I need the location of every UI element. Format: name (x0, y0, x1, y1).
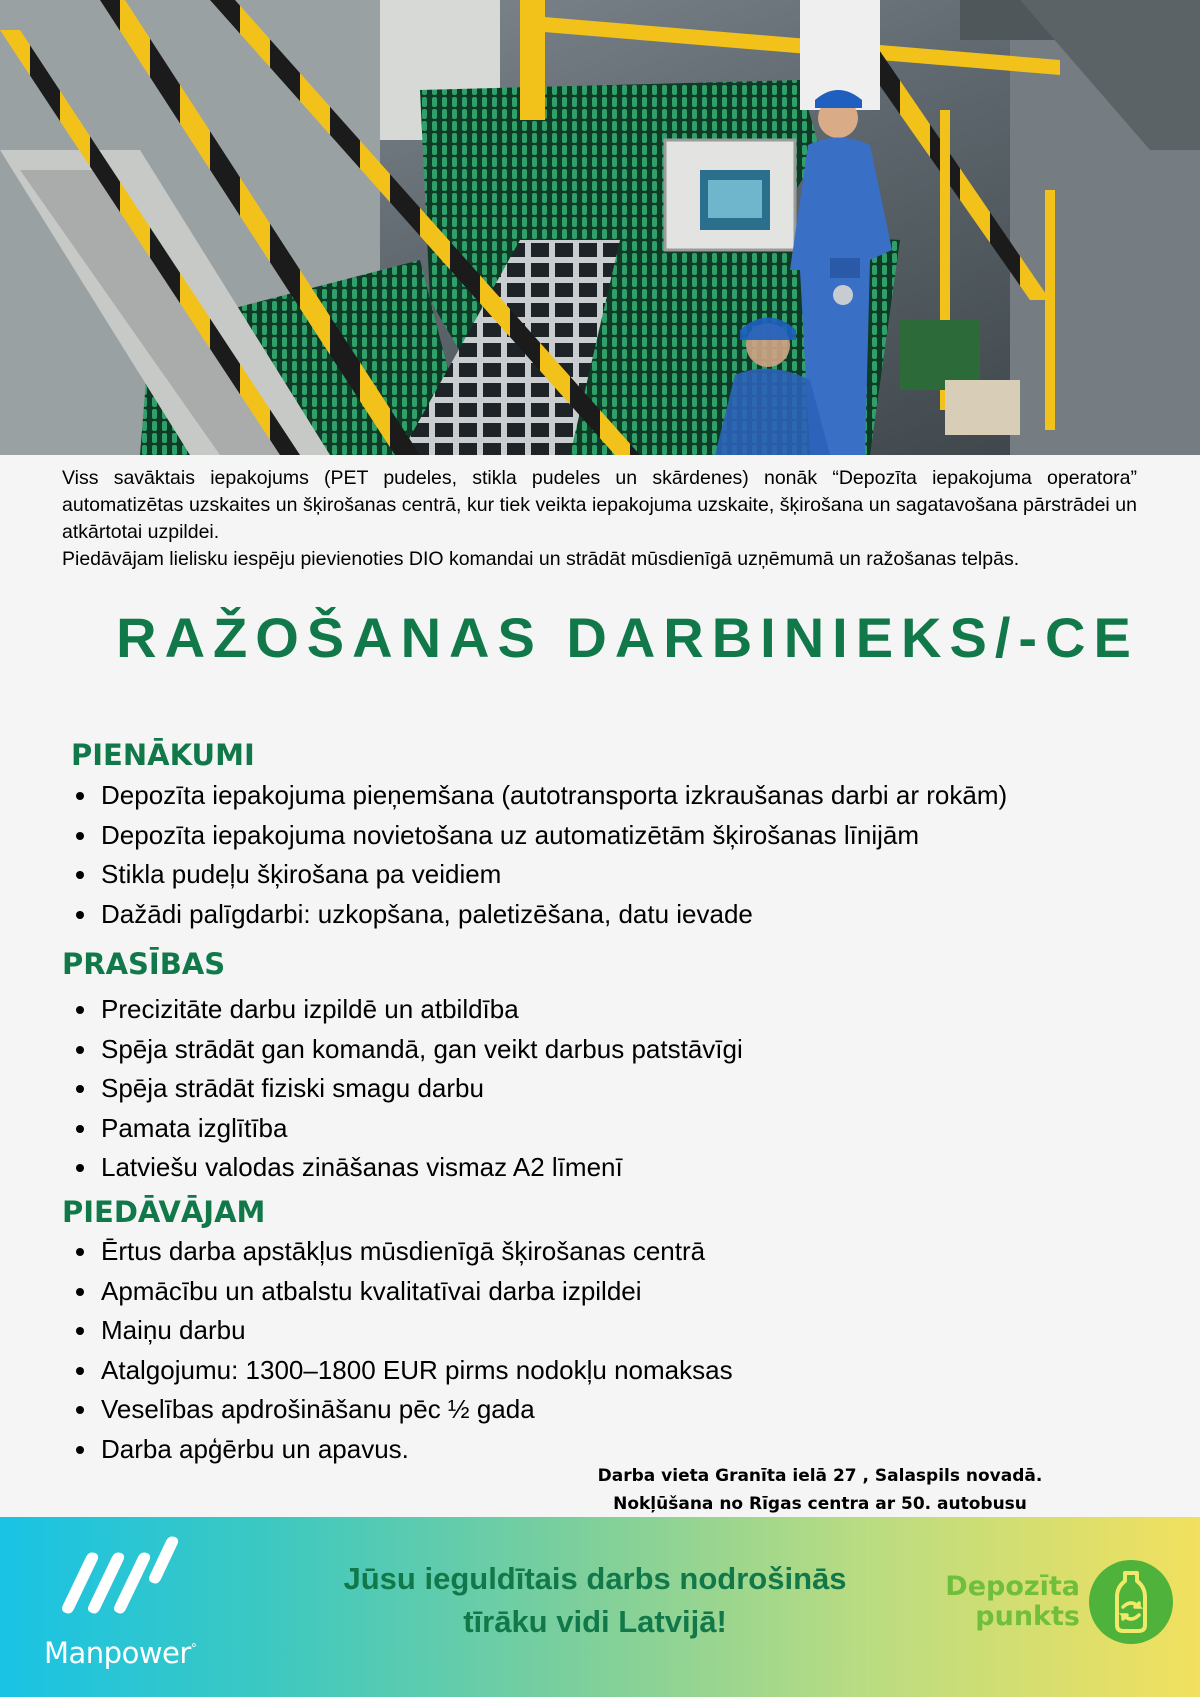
list-item: • Apmācību un atbalstu kvalitatīvai darba izpildei (99, 1272, 733, 1312)
manpower-name-text: Manpower (44, 1636, 191, 1670)
intro-paragraph: Viss savāktais iepakojums (PET pudeles, stikla pudeles un skārdenes) nonāk “Depozīta iepakojuma operatora” automatizētas uzskaites un šķirošanas centrā, kur tiek veikta iepakojuma uzskaite, šķirošana un sagatavošana pārstrādei un atkārtotai uzpildei. (62, 467, 1137, 543)
work-location (560, 1462, 1080, 1518)
list-item: • Veselības apdrošināšanu pēc ½ gada (99, 1390, 733, 1430)
requirements-list (62, 990, 743, 1188)
slogan-line: tīrāku vidi Latvijā! (463, 1604, 727, 1639)
footer-slogan (300, 1557, 890, 1643)
list-item: • Dažādi palīgdarbi: uzkopšana, paletizēšana, datu ievade (99, 895, 1007, 935)
job-title: RAŽOŠANAS DARBINIEKS/-CE (116, 606, 1139, 669)
list-item: • Spēja strādāt gan komandā, gan veikt darbus patstāvīgi (99, 1030, 743, 1070)
depozita-line: punkts (975, 1601, 1080, 1632)
duties-list (62, 776, 1007, 934)
list-item: • Latviešu valodas zināšanas vismaz A2 līmenī (99, 1148, 743, 1188)
manpower-trademark: ° (190, 1641, 197, 1656)
manpower-logo (44, 1533, 214, 1683)
list-item: • Darba apģērbu un apavus. (99, 1430, 733, 1470)
location-transport: Nokļūšana no Rīgas centra ar 50. autobusu (613, 1494, 1027, 1514)
list-item: • Atalgojumu: 1300–1800 EUR pirms nodokļu nomaksas (99, 1351, 733, 1391)
list-item: • Maiņu darbu (99, 1311, 733, 1351)
list-item: • Spēja strādāt fiziski smagu darbu (99, 1069, 743, 1109)
list-item: • Ērtus darba apstākļus mūsdienīgā šķirošanas centrā (99, 1232, 733, 1272)
list-item: • Depozīta iepakojuma pieņemšana (autotransporta izkraušanas darbi ar rokām) (99, 776, 1007, 816)
list-item: • Precizitāte darbu izpildē un atbildība (99, 990, 743, 1030)
requirements-heading: PRASĪBAS (62, 947, 226, 981)
depozita-line: Depozīta (945, 1571, 1080, 1602)
bottle-recycle-icon (1088, 1559, 1174, 1645)
list-item: • Depozīta iepakojuma novietošana uz automatizētām šķirošanas līnijām (99, 816, 1007, 856)
offer-list (62, 1232, 733, 1469)
intro-text (62, 465, 1137, 573)
manpower-mark-icon (58, 1533, 188, 1623)
list-item: • Pamata izglītība (99, 1109, 743, 1149)
intro-paragraph: Piedāvājam lielisku iespēju pievienoties DIO komandai un strādāt mūsdienīgā uzņēmumā un ražošanas telpās. (62, 548, 1020, 570)
slogan-line: Jūsu ieguldītais darbs nodrošinās (343, 1561, 847, 1596)
location-address: Darba vieta Granīta ielā 27 , Salaspils novadā. (597, 1466, 1043, 1486)
hero-photo (0, 0, 1200, 455)
manpower-wordmark (44, 1636, 196, 1670)
list-item: • Stikla pudeļu šķirošana pa veidiem (99, 855, 1007, 895)
depozita-punkts-logo-text (940, 1572, 1080, 1632)
duties-heading: PIENĀKUMI (71, 738, 255, 772)
footer-banner (0, 1517, 1200, 1697)
offer-heading: PIEDĀVĀJAM (62, 1195, 266, 1229)
